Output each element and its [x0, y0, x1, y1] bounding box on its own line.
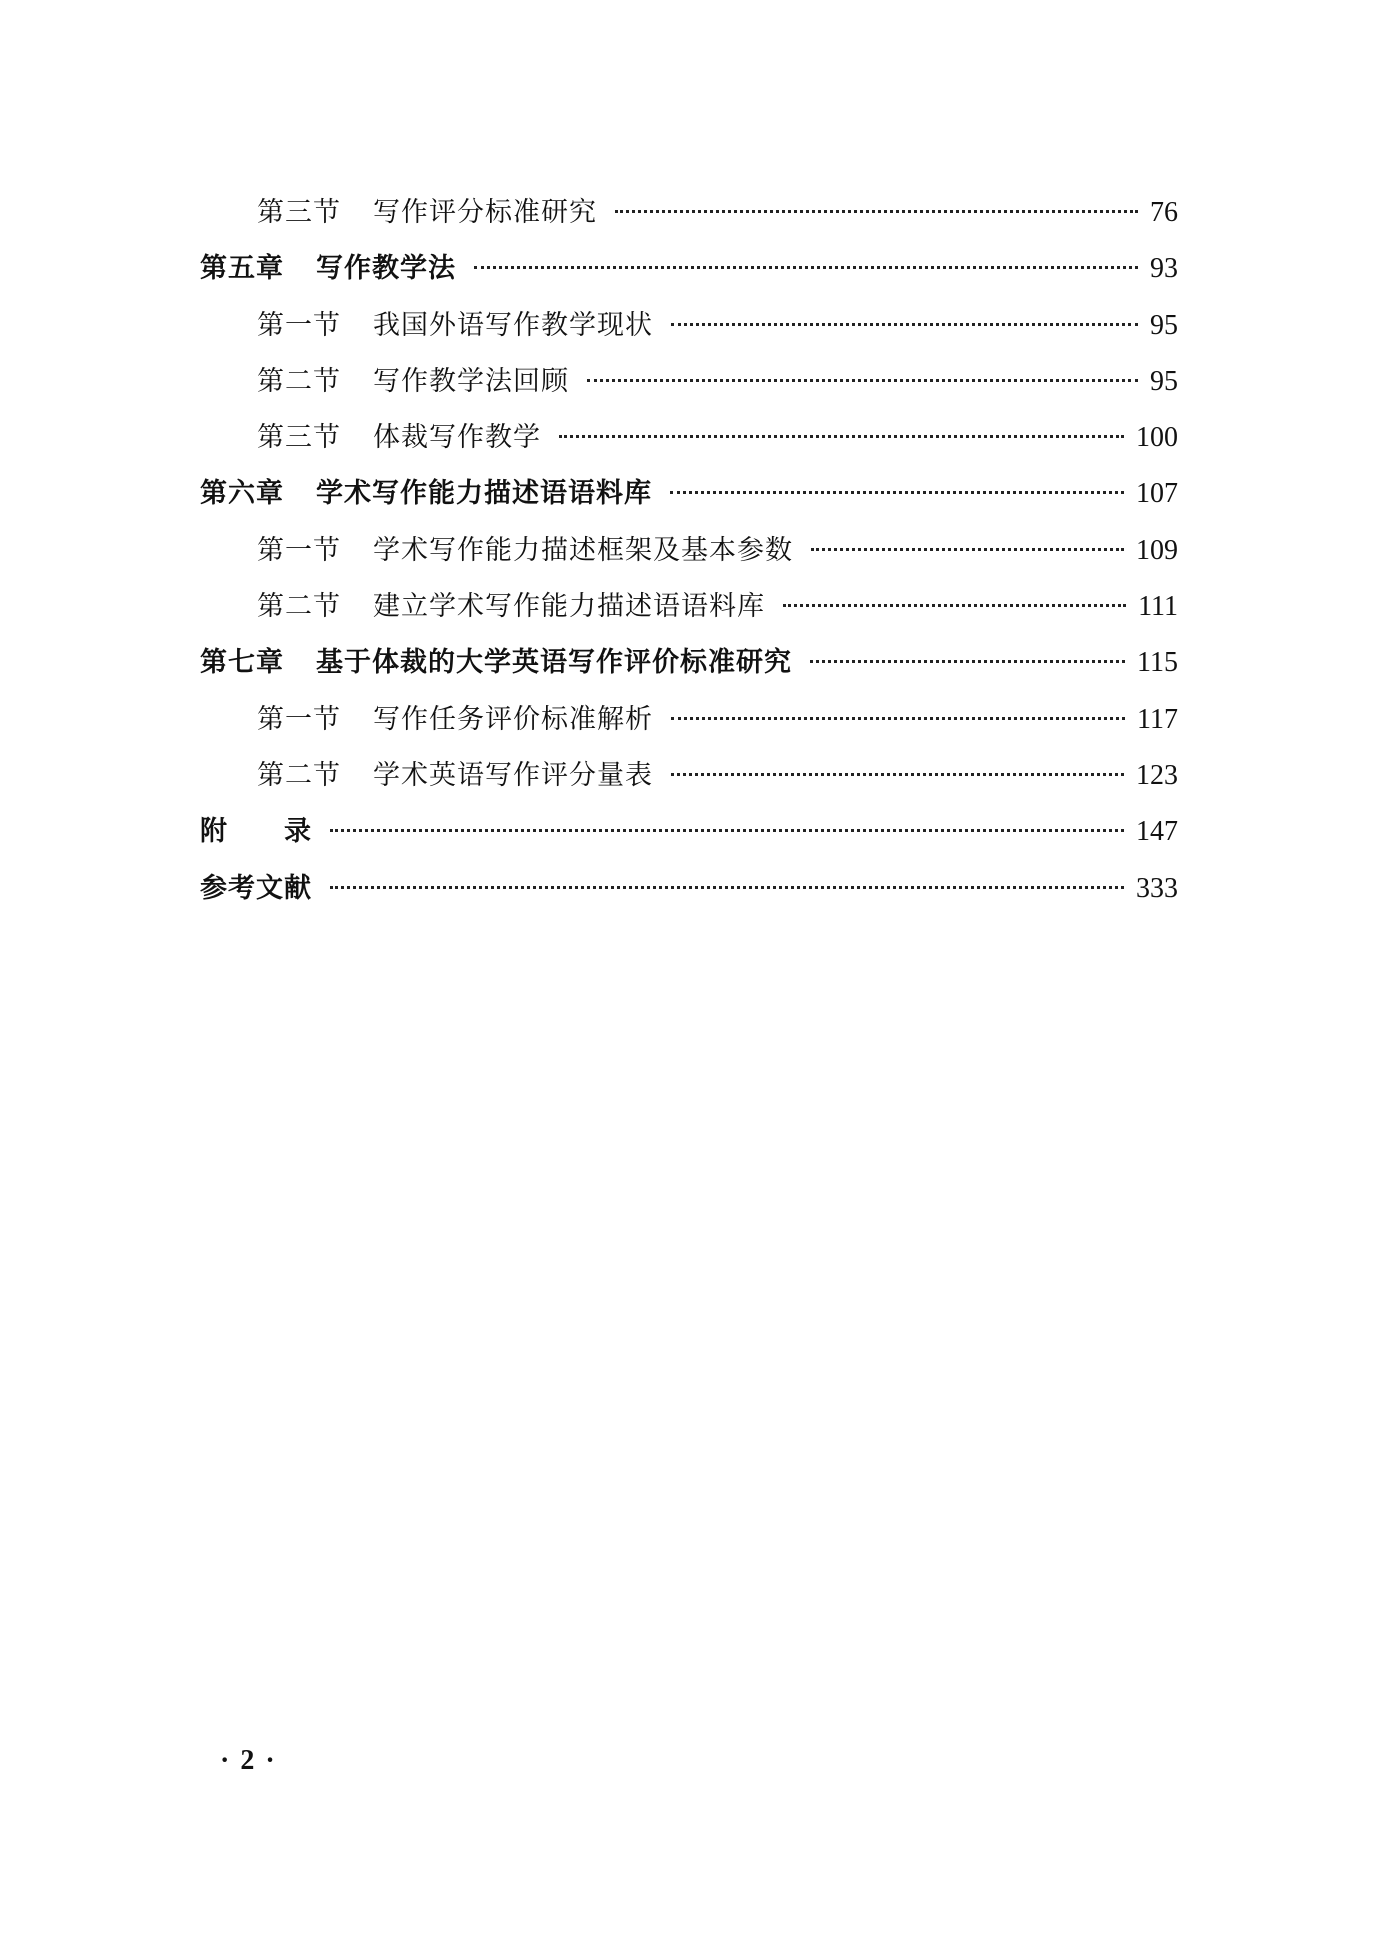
toc-entry-page: 123 — [1136, 759, 1178, 791]
toc-entry-appendix[interactable] — [200, 809, 1178, 865]
toc-entry-chapter-7[interactable] — [200, 640, 1178, 696]
toc-entry-ch6-sec2[interactable] — [200, 584, 1178, 640]
toc-entry-page: 147 — [1136, 816, 1178, 848]
dot-leader — [330, 829, 1124, 832]
toc-entry-chapter-6[interactable] — [200, 471, 1178, 527]
dot-leader — [330, 886, 1124, 889]
toc-entry-title: 学术写作能力描述语语料库 — [316, 478, 652, 510]
dot-leader — [671, 773, 1124, 776]
toc-entry-number: 第二节 — [257, 591, 341, 623]
toc-entry-page: 95 — [1150, 309, 1178, 341]
toc-entry-number: 第五章 — [200, 253, 284, 285]
toc-entry-title: 体裁写作教学 — [373, 422, 541, 454]
dot-leader — [811, 548, 1124, 551]
toc-entry-title: 建立学术写作能力描述语语料库 — [373, 591, 765, 623]
toc-entry-page: 115 — [1137, 647, 1178, 679]
toc-entry-number: 第三节 — [257, 422, 341, 454]
toc-entry-page: 333 — [1136, 872, 1178, 904]
toc-entry-number: 参考文献 — [200, 872, 312, 904]
toc-entry-chapter-5[interactable] — [200, 246, 1178, 302]
dot-leader — [615, 210, 1138, 213]
toc-entry-ch4-sec3[interactable] — [200, 190, 1178, 246]
toc-entry-references[interactable] — [200, 866, 1178, 922]
toc-entry-number: 第二节 — [257, 759, 341, 791]
toc-entry-page: 111 — [1138, 591, 1178, 623]
dot-leader — [670, 491, 1124, 494]
toc-entry-title: 写作任务评价标准解析 — [373, 703, 653, 735]
toc-entry-ch5-sec1[interactable] — [200, 303, 1178, 359]
toc-entry-page: 109 — [1136, 534, 1178, 566]
dot-leader — [810, 660, 1125, 663]
toc-entry-title: 写作教学法 — [316, 253, 456, 285]
toc-entry-title: 学术英语写作评分量表 — [373, 759, 653, 791]
toc-entry-ch7-sec2[interactable] — [200, 753, 1178, 809]
dot-leader — [783, 604, 1126, 607]
toc-entry-title: 我国外语写作教学现状 — [373, 309, 653, 341]
toc-entry-number: 第七章 — [200, 647, 284, 679]
toc-entry-ch5-sec2[interactable] — [200, 359, 1178, 415]
toc-entry-number: 第二节 — [257, 365, 341, 397]
dot-leader — [587, 379, 1138, 382]
toc-entry-number: 第三节 — [257, 197, 341, 228]
toc-entry-title: 写作教学法回顾 — [373, 365, 569, 397]
toc-entry-number: 第一节 — [257, 534, 341, 566]
toc-entry-page: 93 — [1150, 253, 1178, 285]
dot-leader — [559, 435, 1124, 438]
toc-entry-number: 附 — [200, 816, 228, 848]
toc-entry-page: 100 — [1136, 422, 1178, 454]
table-of-contents — [200, 190, 1178, 922]
dot-leader — [474, 266, 1138, 269]
toc-entry-ch6-sec1[interactable] — [200, 528, 1178, 584]
toc-entry-ch5-sec3[interactable] — [200, 415, 1178, 471]
toc-entry-number: 第一节 — [257, 703, 341, 735]
toc-entry-title: 录 — [284, 816, 312, 848]
toc-entry-page: 95 — [1150, 365, 1178, 397]
toc-entry-title: 写作评分标准研究 — [373, 197, 597, 228]
toc-entry-page: 117 — [1137, 703, 1178, 735]
toc-entry-page: 76 — [1150, 197, 1178, 228]
toc-entry-ch7-sec1[interactable] — [200, 697, 1178, 753]
toc-entry-page: 107 — [1136, 478, 1178, 510]
toc-entry-title: 学术写作能力描述框架及基本参数 — [373, 534, 793, 566]
dot-leader — [671, 717, 1125, 720]
dot-leader — [671, 323, 1138, 326]
page-number: · 2 · — [220, 1745, 277, 1776]
toc-entry-number: 第六章 — [200, 478, 284, 510]
toc-entry-number: 第一节 — [257, 309, 341, 341]
toc-entry-title: 基于体裁的大学英语写作评价标准研究 — [316, 647, 792, 679]
